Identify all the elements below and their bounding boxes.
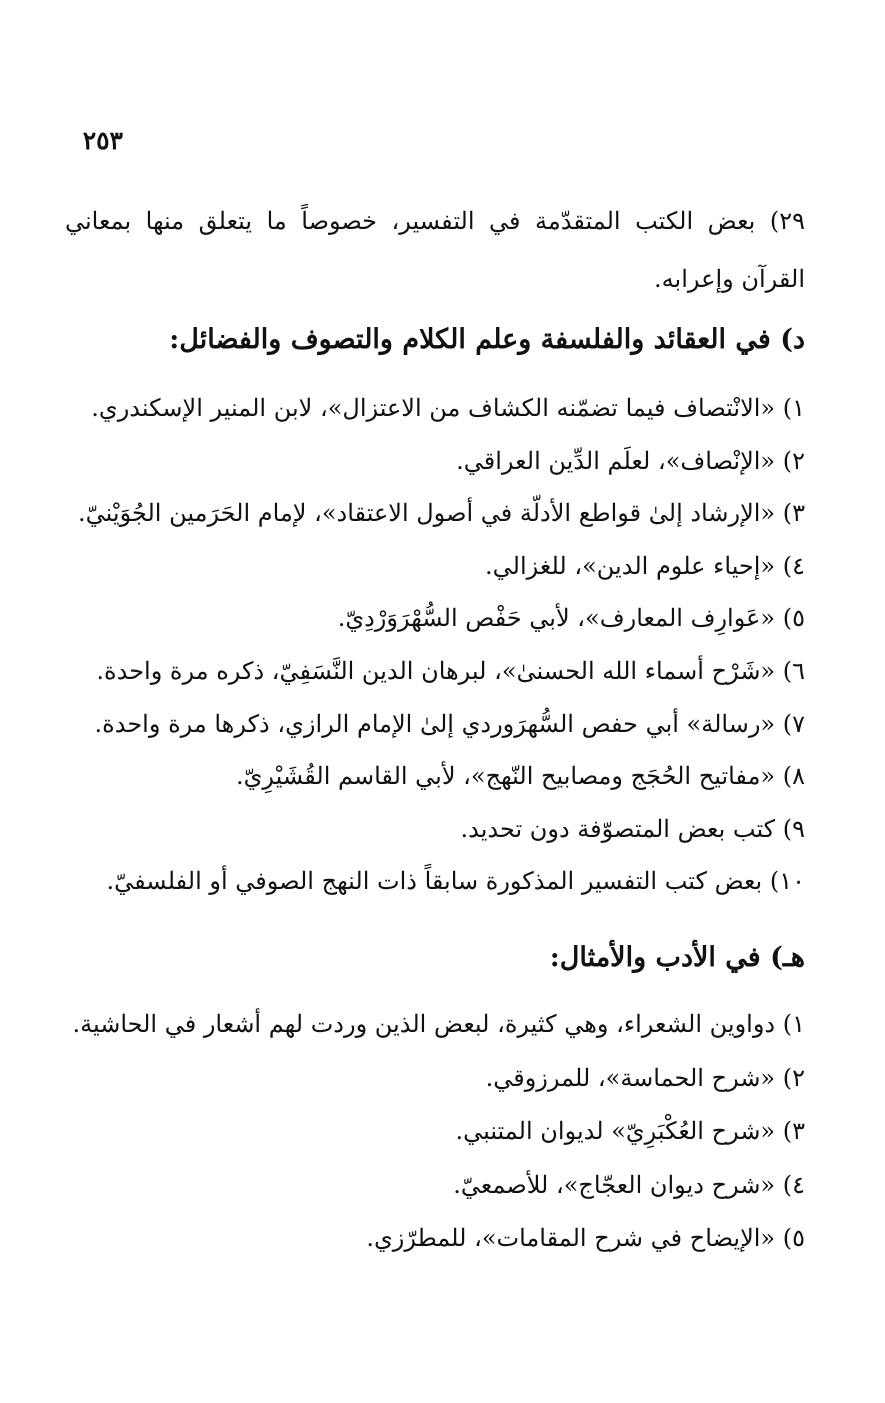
list-item: ٢) «الإنْصاف»، لعلَم الدِّين العراقي.: [456, 446, 805, 475]
list-item: ١) دواوين الشعراء، وهي كثيرة، لبعض الذين وردت لهم أشعار في الحاشية.: [72, 1010, 805, 1038]
intro-paragraph: ٢٩) بعض الكتب المتقدّمة في التفسير، خصوصاً ما يتعلق منها بمعاني القرآن وإعرابه.: [65, 207, 805, 293]
list-item: ١٠) بعض كتب التفسير المذكورة سابقاً ذات النهج الصوفي أو الفلسفيّ.: [106, 867, 805, 896]
section-heading-beliefs: د) في العقائد والفلسفة وعلم الكلام والتصوف والفضائل:: [169, 324, 805, 355]
list-item: ٧) «رسالة» أبي حفص السُّهرَوردي إلىٰ الإمام الرازي، ذكرها مرة واحدة.: [94, 709, 805, 738]
list-item: ٩) كتب بعض المتصوّفة دون تحديد.: [460, 814, 805, 843]
literature-source-list: [45, 998, 805, 1266]
list-item: ٥) «الإيضاح في شرح المقامات»، للمطرّزي.: [366, 1224, 805, 1252]
page-number: ٢٥٣: [82, 126, 123, 155]
list-item: ٦) «شَرْح أسماء الله الحسنىٰ»، لبرهان الدين النَّسَفِيّ، ذكره مرة واحدة.: [96, 656, 805, 685]
beliefs-source-list: [45, 382, 805, 908]
list-item: ٤) «إحياء علوم الدين»، للغزالي.: [485, 551, 805, 580]
list-item: ٢) «شرح الحماسة»، للمرزوقي.: [485, 1063, 805, 1092]
list-item: ١) «الانْتصاف فيما تضمّنه الكشاف من الاعتزال»، لابن المنير الإسكندري.: [91, 394, 805, 422]
list-item: ٣) «الإرشاد إلىٰ قواطع الأدلّة في أصول الاعتقاد»، لإمام الحَرَمين الجُوَيْنيّ.: [78, 499, 805, 528]
list-item: ٤) «شرح ديوان العجّاج»، للأصمعيّ.: [453, 1170, 805, 1199]
list-item: ٨) «مفاتيح الحُجَج ومصابيح النّهج»، لأبي القاسم القُشَيْرِيّ.: [235, 762, 805, 791]
section-heading-literature: هـ) في الأدب والأمثال:: [549, 942, 805, 973]
list-item: ٥) «عَوارِف المعارف»، لأبي حَفْص السُّهْرَوَرْدِيّ.: [337, 604, 805, 633]
list-item: ٣) «شرح العُكْبَرِيّ» لديوان المتنبي.: [455, 1117, 805, 1145]
